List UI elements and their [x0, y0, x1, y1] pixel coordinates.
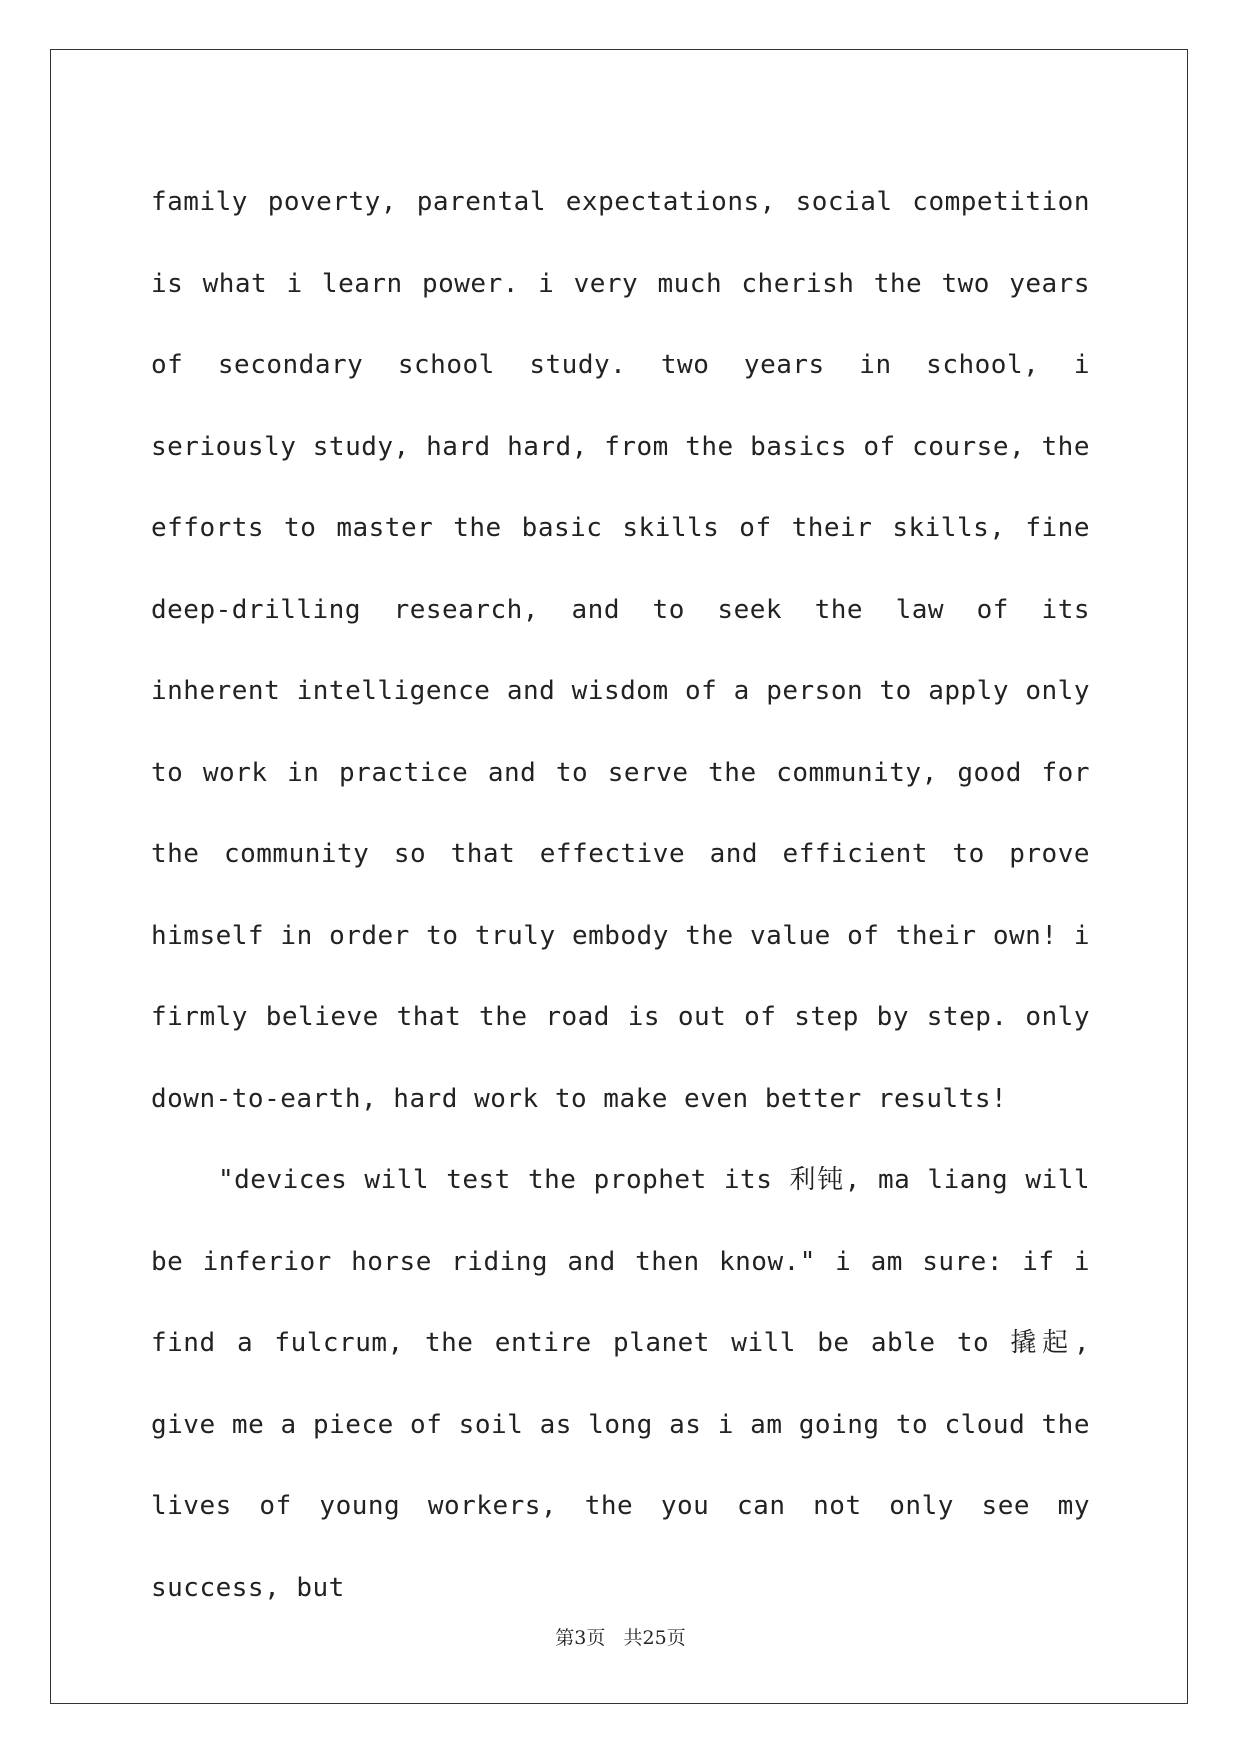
page-number: 第3页: [555, 1627, 606, 1649]
page-footer: [0, 1623, 1241, 1650]
footer-spacer: [605, 1627, 623, 1649]
document-body: [151, 162, 1090, 1629]
paragraph-2: "devices will test the prophet its 利钝, ma liang will be inferior horse riding and then know." i am sure: if i find a fulcrum, the entire planet will be able to 撬起, give me a piece of soil as long as i am going to cloud the lives of young workers, the you can not only see my success, but: [151, 1165, 1090, 1603]
total-pages: 共25页: [623, 1627, 686, 1649]
paragraph-1: family poverty, parental expectations, social competition is what i learn power. i very much cherish the two years of secondary school study. two years in school, i seriously study, hard hard, from the basics of course, the efforts to master the basic skills of their skills, fine deep-drilling research, and to seek the law of its inherent intelligence and wisdom of a person to apply only to work in practice and to serve the community, good for the community so that effective and efficient to prove himself in order to truly embody the value of their own! i firmly believe that the road is out of step by step. only down-to-earth, hard work to make even better results!: [151, 187, 1090, 1114]
